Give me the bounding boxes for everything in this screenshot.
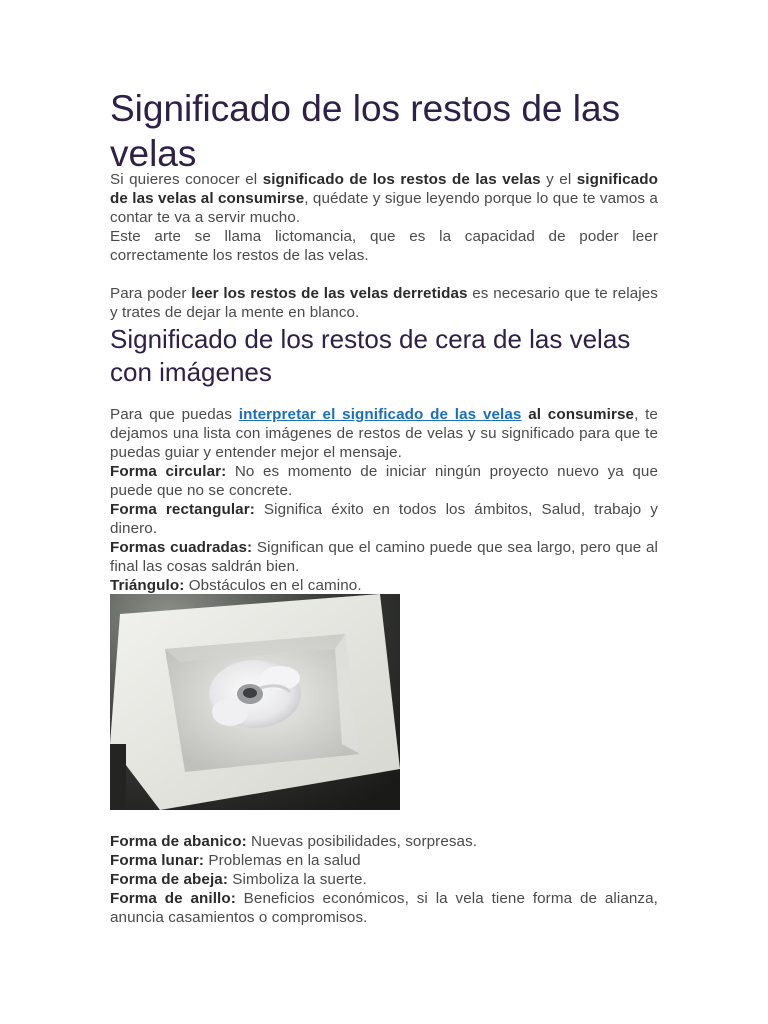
list-item-term: Forma de anillo: xyxy=(110,890,236,907)
page-title: Significado de los restos de las velas xyxy=(110,88,621,174)
section-text: , te dejamos una lista con imágenes de restos de velas y su significado para que te puedas guiar y entender mejor el mensaje. xyxy=(110,406,658,461)
list-item-desc: No es momento de iniciar ningún proyecto nuevo ya que puede que no se concrete. xyxy=(110,463,658,499)
intro-bold: leer los restos de las velas derretidas xyxy=(191,285,468,302)
intro-text: Si quieres conocer el xyxy=(110,171,263,188)
intro-section xyxy=(110,170,658,322)
list-top xyxy=(110,462,658,595)
list-item-desc: Problemas en la salud xyxy=(204,852,361,869)
intro-paragraph-2: Este arte se llama lictomancia, que es la capacidad de poder leer correctamente los restos de las velas. xyxy=(110,228,658,264)
section-text: Para que puedas xyxy=(110,406,239,423)
section-heading: Significado de los restos de cera de las velas con imágenes xyxy=(110,324,631,387)
list-item-term: Forma de abeja: xyxy=(110,871,228,888)
list-item-desc: Significa éxito en todos los ámbitos, Salud, trabajo y dinero. xyxy=(110,501,658,537)
list-item xyxy=(110,851,658,870)
section-body xyxy=(110,405,658,595)
intro-bold: significado de los restos de las velas xyxy=(262,171,541,188)
subtitle-block xyxy=(110,323,658,389)
list-item xyxy=(110,832,658,851)
candle-remains-photo xyxy=(110,594,400,810)
list-item xyxy=(110,870,658,889)
list-item-desc: Simboliza la suerte. xyxy=(227,871,367,888)
candle-on-square-plate-image xyxy=(110,594,400,810)
section-paragraph xyxy=(110,405,658,462)
list-item-desc: Nuevas posibilidades, sorpresas. xyxy=(246,833,478,850)
intro-bold: significado de las velas al consumirse xyxy=(110,171,658,207)
intro-paragraph-3 xyxy=(110,284,658,322)
list-item-term: Forma circular: xyxy=(110,463,227,480)
list-item-desc: Significan que el camino puede que sea largo, pero que al final las cosas saldrán bien. xyxy=(110,539,658,575)
list-item xyxy=(110,576,658,595)
intro-text: es necesario que te relajes y trates de dejar la mente en blanco. xyxy=(110,285,658,321)
list-item-term: Forma rectangular: xyxy=(110,501,255,518)
section-bold: al consumirse xyxy=(528,406,635,423)
list-item-term: Forma de abanico: xyxy=(110,833,247,850)
list-item-desc: Beneficios económicos, si la vela tiene forma de alianza, anuncia casamientos o compromisos. xyxy=(110,890,658,926)
interpretar-link[interactable]: interpretar el significado de las velas xyxy=(238,406,522,423)
list-item xyxy=(110,889,658,927)
list-item-desc: Obstáculos en el camino. xyxy=(184,577,362,594)
list-bottom xyxy=(110,832,658,927)
intro-text: y el xyxy=(540,171,577,188)
list-item-term: Formas cuadradas: xyxy=(110,539,253,556)
list-item xyxy=(110,538,658,576)
intro-text: Para poder xyxy=(110,285,192,302)
list-item-term: Triángulo: xyxy=(110,577,185,594)
intro-text: , quédate y sigue leyendo porque lo que te vamos a contar te va a servir mucho. xyxy=(110,190,658,226)
list-item xyxy=(110,462,658,500)
list-item-term: Forma lunar: xyxy=(110,852,205,869)
intro-paragraph-1 xyxy=(110,170,658,227)
list-item xyxy=(110,500,658,538)
